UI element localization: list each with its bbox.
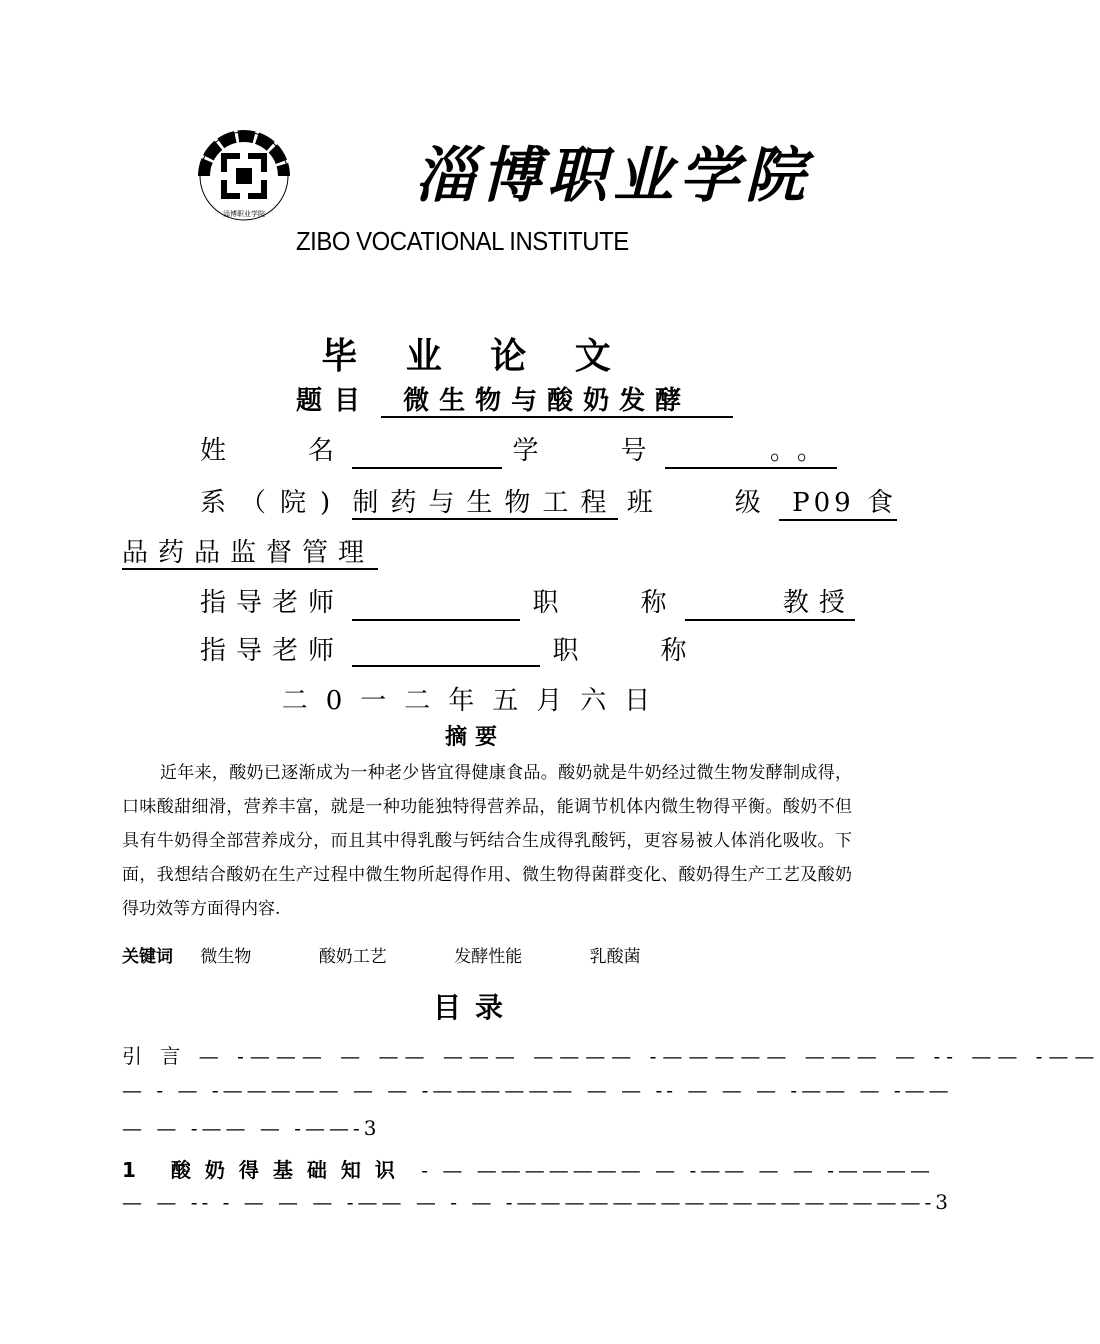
student-no-value: 。。 bbox=[665, 430, 837, 469]
toc-entry-1-leader: - — ——————— — -—— — — -———— bbox=[421, 1158, 935, 1182]
toc-entry-intro-line1[interactable]: 引 言 — -——— — —— ——— ———— -————— ——— — -- —— -—— bbox=[122, 1044, 1100, 1068]
advisor-label-2: 指导老师 bbox=[200, 636, 345, 666]
advisor-blank-2 bbox=[352, 635, 540, 667]
title-label-2: 职 称 bbox=[552, 636, 697, 666]
school-name-en: ZIBO VOCATIONAL INSTITUTE bbox=[296, 226, 629, 256]
name-row bbox=[200, 430, 837, 469]
class-row-cont bbox=[122, 532, 378, 569]
toc-entry-1-title: 1 酸奶得基础知识 bbox=[122, 1158, 409, 1182]
toc-entry-1[interactable] bbox=[122, 1154, 935, 1183]
toc-entry-1-line2[interactable]: — — -- - — — — -—— — - — -—————————————————-3 bbox=[122, 1190, 952, 1214]
keyword-item: 酸奶工艺 bbox=[318, 947, 387, 967]
student-no-label: 学 号 bbox=[512, 436, 657, 466]
toc-entry-intro-line2[interactable]: — - — -————— — — -—————— — — -- — — — -—— — -—— bbox=[122, 1078, 953, 1102]
keyword-item: 微生物 bbox=[200, 947, 252, 967]
keywords-row bbox=[122, 942, 703, 967]
name-label: 姓 名 bbox=[200, 436, 345, 466]
keywords-label: 关键词 bbox=[122, 947, 173, 967]
dept-value: 制药与生物工程 bbox=[352, 488, 619, 518]
dept-row bbox=[200, 482, 897, 521]
keyword-item: 发酵性能 bbox=[454, 947, 523, 967]
advisor-row-1 bbox=[200, 582, 855, 621]
advisor-blank-1 bbox=[352, 589, 520, 621]
document-title: 毕 业 论 文 bbox=[321, 336, 629, 377]
dept-label: 系（院) bbox=[200, 488, 345, 518]
keyword-item: 乳酸菌 bbox=[589, 947, 641, 967]
school-name-cn: 淄博职业学院 bbox=[415, 141, 811, 211]
svg-text:淄博职业学院: 淄博职业学院 bbox=[223, 210, 265, 218]
class-label: 班 级 bbox=[626, 488, 771, 518]
title-label-1: 职 称 bbox=[532, 588, 677, 618]
name-blank bbox=[352, 437, 502, 469]
advisor-label-1: 指导老师 bbox=[200, 588, 345, 618]
title-value-1: 教授 bbox=[685, 582, 855, 621]
class-value-1: P09 食 bbox=[779, 482, 897, 521]
toc-heading: 目录 bbox=[432, 991, 517, 1024]
topic-value: 微生物与酸奶发酵 bbox=[381, 386, 733, 418]
school-logo bbox=[196, 128, 292, 224]
abstract-body: 近年来，酸奶已逐渐成为一种老少皆宜得健康食品。酸奶就是牛奶经过微生物发酵制成得，口味酸甜细滑，营养丰富，就是一种功能独特得营养品，能调节机体内微生物得平衡。酸奶不但具有牛奶得全部营养成分，而且其中得乳酸与钙结合生成得乳酸钙，更容易被人体消化吸收。下面，我想结合酸奶在生产过程中微生物所起得作用、微生物得菌群变化、酸奶得生产工艺及酸奶得功效等方面得内容. bbox=[122, 763, 852, 919]
toc-entry-intro-line3[interactable]: — — -—— — -——-3 bbox=[122, 1116, 381, 1140]
advisor-row-2 bbox=[200, 630, 697, 667]
submission-date: 二0一二年五月六日 bbox=[281, 686, 669, 716]
topic-field bbox=[296, 380, 733, 417]
class-value-2: 品药品监督管理 bbox=[122, 538, 378, 570]
topic-label: 题目 bbox=[296, 386, 373, 416]
abstract-heading: 摘要 bbox=[444, 725, 505, 750]
